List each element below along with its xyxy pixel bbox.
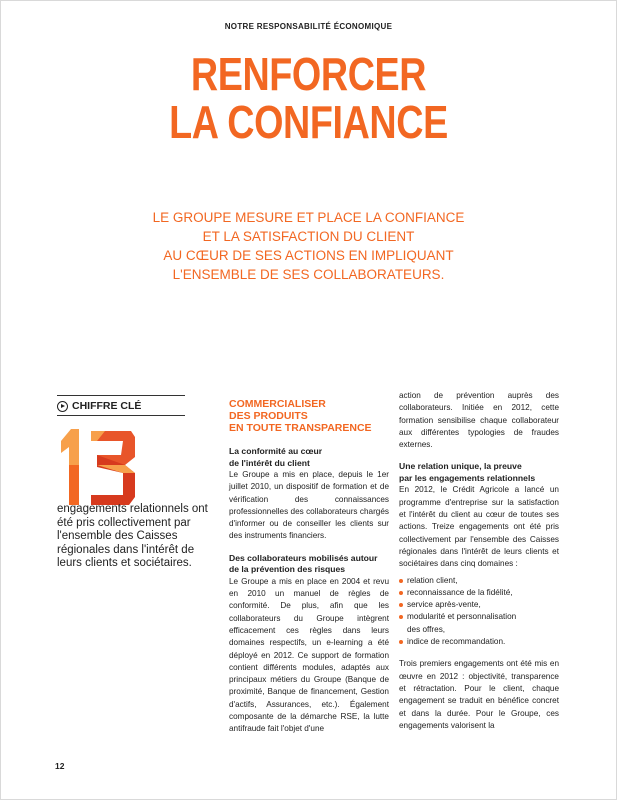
section-heading	[229, 398, 389, 434]
key-figure-description: engagements relationnels ont été pris collectivement par l'ensemble des Caisses régionales dans l'intérêt de leurs clients et sociétaires.	[57, 503, 208, 569]
paragraph-continuation: action de prévention auprès des collaborateurs. Initiée en 2012, cette formation sensibilise chaque collaborateur aux différentes typologies de fraudes externes.	[399, 391, 559, 450]
key-figure-label: CHIFFRE CLÉ	[72, 400, 142, 412]
list-item: relation client,	[399, 575, 559, 587]
play-circle-icon	[57, 401, 68, 412]
page-title	[56, 50, 562, 146]
intro-line-4: L'ENSEMBLE DE SES COLLABORATEURS.	[172, 267, 445, 282]
subheading-line: de l'intérêt du client	[229, 457, 310, 468]
key-figure-header	[57, 395, 185, 416]
list-item: modularité et personnalisation	[399, 611, 559, 623]
title-line-1: RENFORCER	[190, 48, 427, 100]
subheading-prevention	[229, 553, 389, 576]
intro-text	[0, 208, 617, 284]
section-heading-line-3: EN TOUTE TRANSPARENCE	[229, 422, 372, 434]
list-item: reconnaissance de la fidélité,	[399, 587, 559, 599]
article-column-3	[399, 390, 559, 742]
subheading-line: par les engagements relationnels	[399, 472, 536, 483]
section-label: NOTRE RESPONSABILITÉ ÉCONOMIQUE	[224, 22, 393, 31]
title-line-2: LA CONFIANCE	[169, 96, 448, 148]
list-item-continuation: des offres,	[407, 624, 446, 634]
intro-line-2: ET LA SATISFACTION DU CLIENT	[202, 229, 415, 244]
subheading-line: de la prévention des risques	[229, 564, 346, 575]
subheading-relation	[399, 461, 559, 484]
domains-list	[399, 575, 559, 649]
intro-line-3: AU CŒUR DE SES ACTIONS EN IMPLIQUANT	[163, 248, 454, 263]
article-column-2	[229, 398, 389, 746]
key-figure-value-graphic	[57, 425, 147, 510]
paragraph-conformite: Le Groupe a mis en place, depuis le 1er juillet 2010, un dispositif de formation et de vérification des connaissances professionnelles des collaborateurs chargés d'informer ou de conseiller les clients sur des instruments financiers.	[229, 470, 389, 541]
key-figure-box	[57, 395, 208, 569]
list-item: service après-vente,	[399, 599, 559, 611]
subheading-line: Des collaborateurs mobilisés autour	[229, 552, 378, 563]
paragraph-engagements: Trois premiers engagements ont été mis en œuvre en 2012 : objectivité, transparence et rétractation. Pour le client, chaque engagement se traduit en bénéfice concret et dans la durée. Pour le Groupe, ces engagements valorisent la	[399, 659, 559, 730]
paragraph-prevention: Le Groupe a mis en place en 2004 et revu en 2010 un manuel de règles de conformité. De plus, afin que les collaborateurs du Groupe intègrent efficacement ces règles dans leurs domaines respectifs, un e-learning a été déployé en 2012. Ce support de formation contient différents modules, adaptés aux principaux métiers du Groupe (Banque de proximité, Banque de financement, Gestion d'actifs, Assurances, etc.). Également composante de la démarche RSE, la lutte antifraude fait l'objet d'une	[229, 576, 389, 734]
intro-line-1: LE GROUPE MESURE ET PLACE LA CONFIANCE	[152, 210, 465, 225]
subheading-conformite	[229, 446, 389, 469]
list-item: indice de recommandation.	[399, 636, 559, 648]
section-heading-line-1: COMMERCIALISER	[229, 398, 326, 410]
section-heading-line-2: DES PRODUITS	[229, 410, 308, 422]
page-number: 12	[55, 761, 65, 771]
subheading-line: La conformité au cœur	[229, 446, 323, 456]
subheading-line: Une relation unique, la preuve	[399, 461, 522, 472]
paragraph-programme: En 2012, le Crédit Agricole a lancé un programme d'entreprise sur la satisfaction et l'intérêt du client au cœur de toutes ses actions. Treize engagements ont été pris collectivement par l'ensemble des Caisses régionales dans l'intérêt de leurs clients et sociétaires dans cinq domaines :	[399, 485, 559, 569]
